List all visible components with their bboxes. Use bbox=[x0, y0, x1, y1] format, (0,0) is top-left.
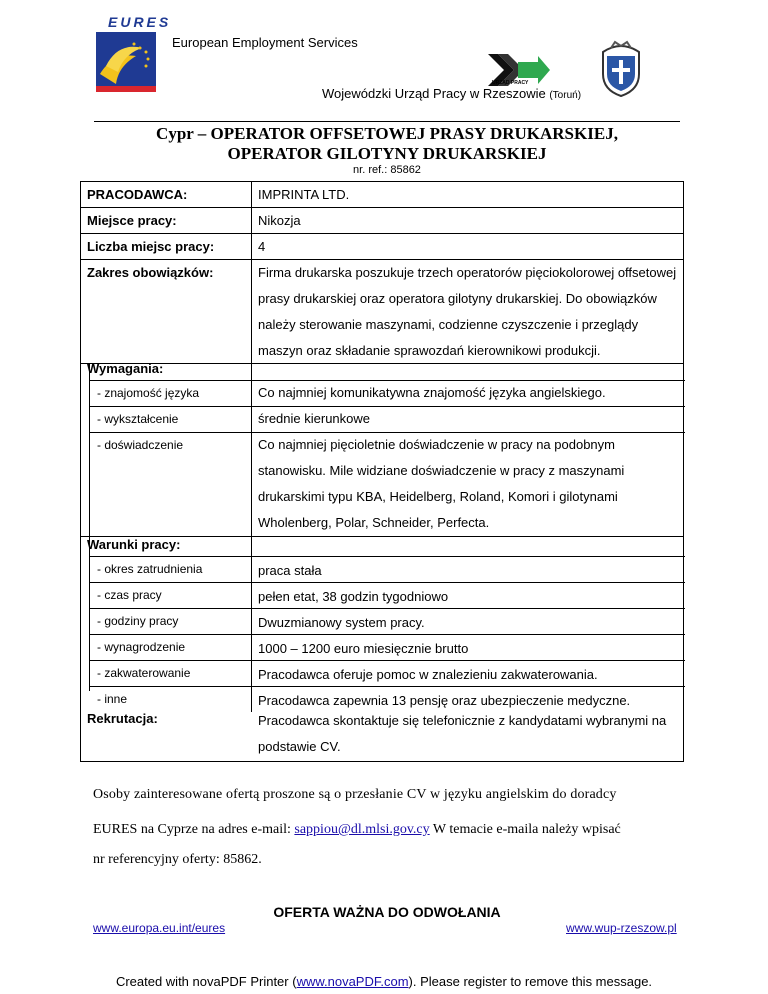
duties-line: maszyn oraz składanie sprawozdań kierownikowi produkcji. bbox=[258, 343, 601, 358]
experience-line: Co najmniej pięcioletnie doświadczenie w pracy na podobnym bbox=[258, 437, 615, 452]
vacancy-count-value: 4 bbox=[258, 239, 266, 254]
duties-line: prasy drukarskiej oraz operatora gilotyny drukarskiej. Do obowiązków bbox=[258, 291, 657, 306]
education-value: średnie kierunkowe bbox=[258, 411, 371, 426]
offer-title-line1: Cypr – OPERATOR OFFSETOWEJ PRASY DRUKARSKIEJ, bbox=[156, 124, 618, 143]
salary-value: 1000 – 1200 euro miesięcznie brutto bbox=[258, 641, 469, 656]
organization-name: European Employment Services bbox=[172, 35, 358, 50]
vacancy-count-label: Liczba miejsc pracy: bbox=[87, 239, 215, 254]
footer-text: EURES na Cyprze na adres e-mail: bbox=[93, 822, 295, 837]
experience-line: Wholenberg, Polar, Schneider, Perfecta. bbox=[258, 515, 490, 530]
place-value: Nikozja bbox=[258, 213, 301, 228]
wup-website-link[interactable]: www.wup-rzeszow.pl bbox=[566, 921, 677, 935]
eures-logo-text: EURES bbox=[108, 14, 172, 30]
work-time-label: - czas pracy bbox=[97, 588, 162, 602]
duties-line: należy sterowanie maszynami, codzienne czyszczenie i przeglądy bbox=[258, 317, 639, 332]
notice-text: Created with novaPDF Printer ( bbox=[115, 974, 297, 989]
other-label: - inne bbox=[97, 692, 128, 706]
hours-label: - godziny pracy bbox=[97, 614, 179, 628]
language-label: - znajomość języka bbox=[97, 386, 200, 400]
other-value: Pracodawca zapewnia 13 pensję oraz ubezpieczenie medyczne. bbox=[258, 693, 631, 708]
duties-line: Firma drukarska poszukuje trzech operatorów pięciokolorowej offsetowej bbox=[258, 265, 677, 280]
offer-table bbox=[80, 181, 684, 762]
education-label: - wykształcenie bbox=[97, 412, 179, 426]
office-branch: (Toruń) bbox=[549, 90, 582, 101]
footer-text: W temacie e-maila należy wpisać bbox=[429, 822, 621, 837]
housing-value: Pracodawca oferuje pomoc w znalezieniu zakwaterowania. bbox=[258, 667, 598, 682]
contact-email-link[interactable]: sappiou@dl.mlsi.gov.cy bbox=[294, 822, 430, 837]
term-value: praca stała bbox=[258, 563, 322, 578]
wup-logo-text: URZĄD PRACY bbox=[492, 80, 529, 86]
salary-label: - wynagrodzenie bbox=[97, 640, 186, 654]
footer-paragraph-line1: Osoby zainteresowane ofertą proszone są o przesłanie CV w języku angielskim do doradcy bbox=[93, 787, 617, 802]
requirements-label: Wymagania: bbox=[87, 361, 164, 376]
pdf-printer-notice bbox=[0, 974, 768, 989]
column-divider bbox=[89, 536, 90, 691]
office-name bbox=[322, 86, 581, 101]
hours-value: Dwuzmianowy system pracy. bbox=[258, 615, 425, 630]
employer-value: IMPRINTA LTD. bbox=[258, 187, 350, 202]
duties-label: Zakres obowiązków: bbox=[87, 265, 214, 280]
recruitment-line: Pracodawca skontaktuje się telefonicznie z kandydatami wybranymi na bbox=[258, 713, 667, 728]
office-name-text: Wojewódzki Urząd Pracy w Rzeszowie bbox=[322, 86, 546, 101]
wup-logo-icon bbox=[484, 50, 552, 88]
recruitment-line: podstawie CV. bbox=[258, 739, 341, 754]
place-label: Miejsce pracy: bbox=[87, 213, 177, 228]
header-divider bbox=[94, 121, 680, 122]
reference-number: nr. ref.: 85862 bbox=[353, 164, 421, 176]
work-time-value: pełen etat, 38 godzin tygodniowo bbox=[258, 589, 449, 604]
offer-validity: OFERTA WAŻNA DO ODWOŁANIA bbox=[273, 904, 501, 920]
experience-line: stanowisku. Mile widziane doświadczenie w pracy z maszynami bbox=[258, 463, 625, 478]
employer-label: PRACODAWCA: bbox=[87, 187, 188, 202]
conditions-label: Warunki pracy: bbox=[87, 537, 181, 552]
row-divider bbox=[89, 582, 685, 583]
footer-paragraph-line3: nr referencyjny oferty: 85862. bbox=[93, 852, 262, 867]
experience-line: drukarskimi typu KBA, Heidelberg, Roland, Komori i gilotynami bbox=[258, 489, 618, 504]
offer-title-line2: OPERATOR GILOTYNY DRUKARSKIEJ bbox=[227, 144, 547, 163]
column-divider bbox=[251, 182, 252, 712]
novapdf-link[interactable]: www.novaPDF.com bbox=[296, 974, 409, 989]
eures-website-link[interactable]: www.europa.eu.int/eures bbox=[93, 921, 226, 935]
footer-paragraph-line2 bbox=[93, 822, 621, 838]
recruitment-label: Rekrutacja: bbox=[87, 711, 158, 726]
row-divider bbox=[89, 406, 685, 407]
notice-text: ). Please register to remove this message. bbox=[408, 974, 653, 989]
column-divider bbox=[89, 363, 90, 536]
housing-label: - zakwaterowanie bbox=[97, 666, 191, 680]
experience-label: - doświadczenie bbox=[97, 438, 184, 452]
language-value: Co najmniej komunikatywna znajomość języka angielskiego. bbox=[258, 385, 606, 400]
term-label: - okres zatrudnienia bbox=[97, 562, 203, 576]
coat-of-arms-icon bbox=[597, 38, 645, 98]
